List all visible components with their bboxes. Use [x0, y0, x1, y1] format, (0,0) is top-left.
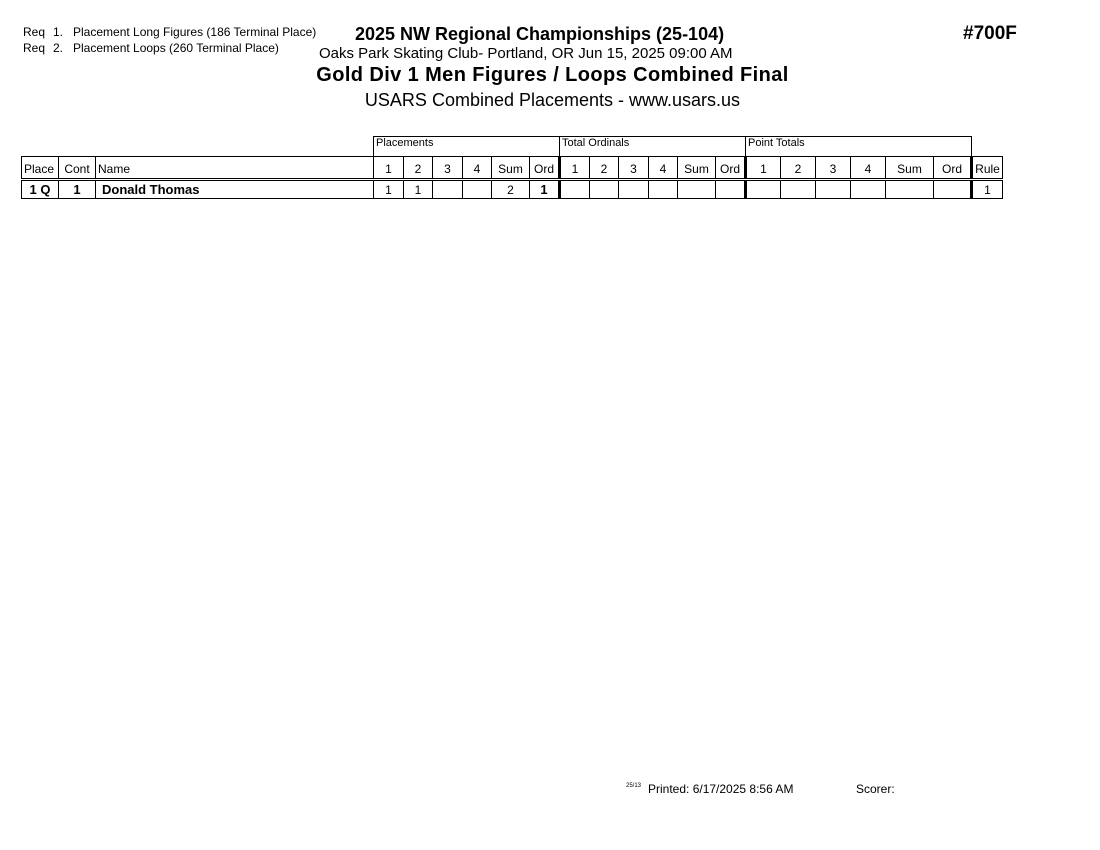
- footer-code: 25/13: [626, 783, 642, 789]
- competition-title: 2025 NW Regional Championships (25-104): [355, 24, 725, 44]
- cell-placements-4: [463, 180, 492, 199]
- table-row: [22, 180, 1003, 199]
- cell-placements-sum: 2: [492, 180, 530, 199]
- event-number: #700F: [963, 23, 1017, 44]
- col-name: Name: [96, 157, 374, 180]
- cell-place: 1 Q: [22, 180, 59, 199]
- scorer-label: Scorer:: [856, 782, 895, 796]
- column-header-row: [22, 157, 1003, 180]
- group-point-totals: Point Totals: [746, 137, 972, 157]
- group-placements: Placements: [374, 137, 560, 157]
- cell-placements-1: 1: [374, 180, 404, 199]
- cell-points-sum: [886, 180, 934, 199]
- cell-points-1: [746, 180, 781, 199]
- cell-ordinals-1: [560, 180, 590, 199]
- cell-name: Donald Thomas: [96, 180, 374, 199]
- col-placements-1: 1: [374, 157, 404, 180]
- col-ordinals-3: 3: [619, 157, 649, 180]
- cell-rule: 1: [972, 180, 1003, 199]
- cell-points-4: [851, 180, 886, 199]
- col-cont: Cont: [59, 157, 96, 180]
- req-number: 1.: [53, 25, 64, 39]
- results-table: [21, 136, 1003, 199]
- col-place: Place: [22, 157, 59, 180]
- col-points-1: 1: [746, 157, 781, 180]
- req-number: 2.: [53, 41, 64, 55]
- cell-cont: 1: [59, 180, 96, 199]
- col-points-2: 2: [781, 157, 816, 180]
- event-title: Gold Div 1 Men Figures / Loops Combined Final: [316, 64, 789, 86]
- col-points-ord: Ord: [934, 157, 972, 180]
- cell-placements-2: 1: [404, 180, 433, 199]
- req-text: Placement Long Figures (186 Terminal Place): [73, 25, 317, 39]
- col-points-4: 4: [851, 157, 886, 180]
- col-points-3: 3: [816, 157, 851, 180]
- col-ordinals-4: 4: [649, 157, 678, 180]
- source-line: USARS Combined Placements - www.usars.us: [364, 90, 741, 110]
- requirement-1: [23, 25, 316, 39]
- group-header-row: [22, 137, 1003, 157]
- req-label: Req: [23, 41, 46, 55]
- cell-points-3: [816, 180, 851, 199]
- cell-points-2: [781, 180, 816, 199]
- req-label: Req: [23, 25, 46, 39]
- cell-ordinals-4: [649, 180, 678, 199]
- group-total-ordinals: Total Ordinals: [560, 137, 746, 157]
- col-points-sum: Sum: [886, 157, 934, 180]
- col-ordinals-sum: Sum: [678, 157, 716, 180]
- col-ordinals-1: 1: [560, 157, 590, 180]
- competition-subtitle: Oaks Park Skating Club- Portland, OR Jun 15, 2025 09:00 AM: [319, 45, 733, 62]
- cell-placements-3: [433, 180, 463, 199]
- cell-ordinals-ord: [716, 180, 746, 199]
- cell-points-ord: [934, 180, 972, 199]
- col-placements-ord: Ord: [530, 157, 560, 180]
- printed-timestamp: Printed: 6/17/2025 8:56 AM: [648, 782, 794, 796]
- col-placements-3: 3: [433, 157, 463, 180]
- col-rule: Rule: [972, 157, 1003, 180]
- cell-placements-ord: 1: [530, 180, 560, 199]
- col-ordinals-ord: Ord: [716, 157, 746, 180]
- col-ordinals-2: 2: [590, 157, 619, 180]
- req-text: Placement Loops (260 Terminal Place): [73, 41, 279, 55]
- col-placements-2: 2: [404, 157, 433, 180]
- col-placements-sum: Sum: [492, 157, 530, 180]
- requirement-2: [23, 41, 279, 55]
- cell-ordinals-sum: [678, 180, 716, 199]
- cell-ordinals-3: [619, 180, 649, 199]
- col-placements-4: 4: [463, 157, 492, 180]
- cell-ordinals-2: [590, 180, 619, 199]
